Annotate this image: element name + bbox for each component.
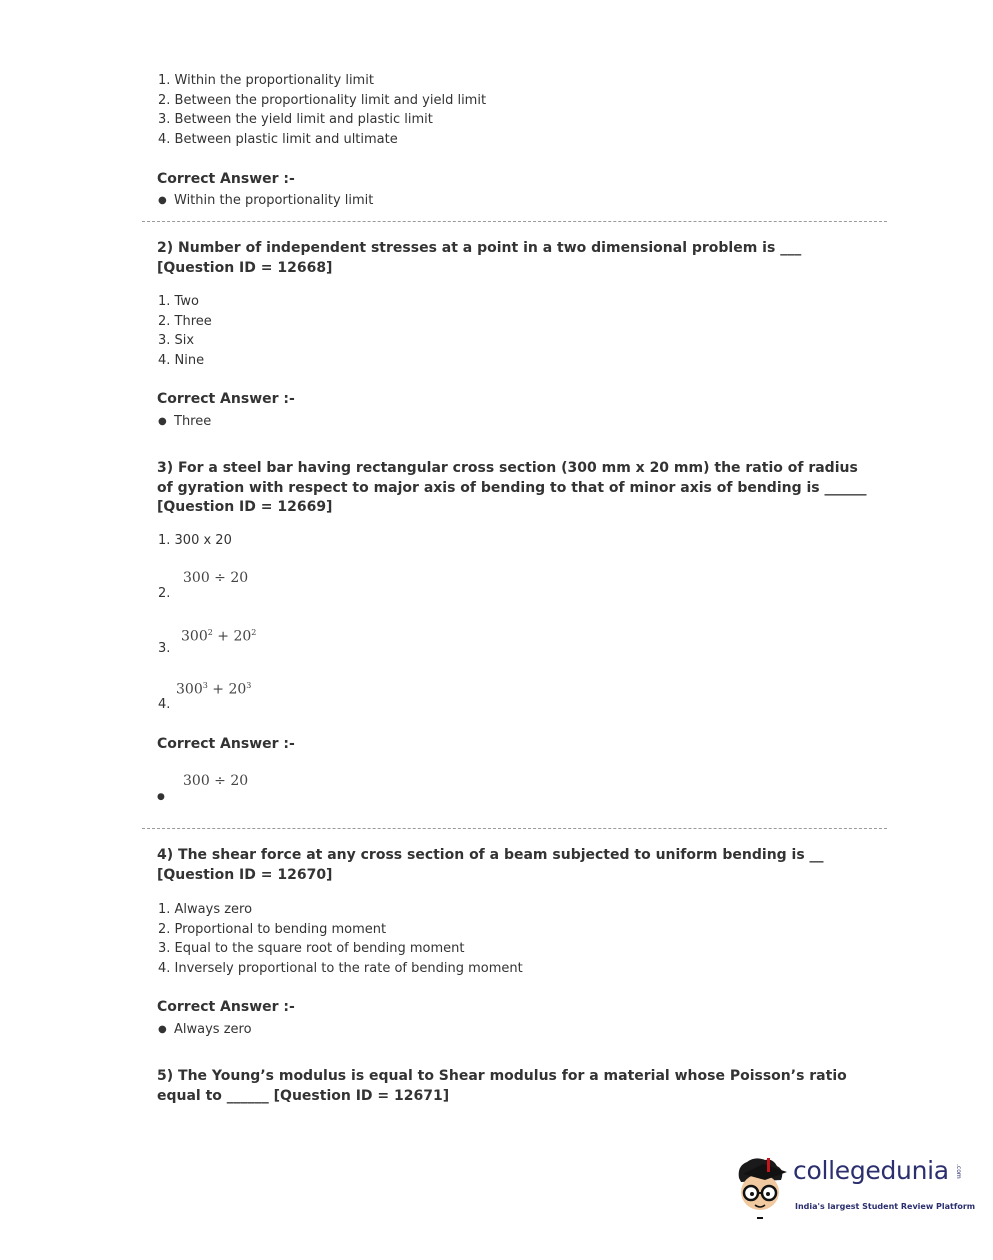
q4-correct-label: Correct Answer :- [157,999,295,1015]
q4-correct-value: Always zero [174,1022,252,1037]
q4-options [158,900,523,978]
q3-correct-label: Correct Answer :- [157,736,295,752]
bullet-icon: ● [158,416,167,427]
logo-domain: .com [955,1164,962,1179]
q3-correct-math: 300 ÷ 20 [183,773,249,789]
q5-text: 5) The Young’s modulus is equal to Shear modulus for a material whose Poisson’s ratio equal to ______ [Question ID = 12671] [157,1068,847,1104]
q3-option-3-exp-b: 2 [251,628,257,637]
q3-option-3-term-b: + 20 [217,628,252,645]
q1-option-1: 1. Within the proportionality limit [158,73,374,88]
q2-option-3: 3. Six [158,333,195,349]
mascot-icon [733,1152,791,1224]
q2-correct-label: Correct Answer :- [157,391,295,407]
collegedunia-logo[interactable] [733,1152,976,1224]
q2-option-1: 1. Two [158,294,199,309]
q1-option-3: 3. Between the yield limit and plastic limit [158,112,433,128]
q3-text: 3) For a steel bar having rectangular cross section (300 mm x 20 mm) the ratio of radius of gyration with respect to major axis of bending to that of minor axis of bending is ______ [Question ID = 12669] [157,460,867,516]
q2-correct-value: Three [174,414,212,429]
q4-option-3: 3. Equal to the square root of bending moment [158,941,465,957]
q3-option-3-math [181,628,256,645]
bullet-icon: ● [157,792,165,802]
section-divider [142,828,887,829]
q2-text: 2) Number of independent stresses at a point in a two dimensional problem is ___ [Question ID = 12668] [157,240,802,276]
q4-option-1: 1. Always zero [158,902,253,917]
q1-correct-value: Within the proportionality limit [174,193,374,208]
q3-option-2-math: 300 ÷ 20 [183,570,249,586]
q3-option-4-math [176,681,251,698]
logo-wordmark: collegedunia [793,1156,949,1185]
q3-option-4-term-b: + 20 [212,681,247,698]
q4-option-2: 2. Proportional to bending moment [158,921,387,937]
logo-tagline: India's largest Student Review Platform [795,1202,976,1211]
q4-correct-answer [158,1022,252,1037]
bullet-icon: ● [158,195,167,206]
q3-option-3-number: 3. [158,641,171,656]
q2-option-2: 2. Three [158,313,212,329]
q1-correct-answer [158,193,373,208]
q1-options [158,71,486,149]
q3-option-4-number: 4. [158,697,171,712]
q1-option-4: 4. Between plastic limit and ultimate [158,131,398,147]
q3-option-2-number: 2. [158,586,171,601]
section-divider [142,221,887,222]
q4-text: 4) The shear force at any cross section of a beam subjected to uniform bending is __ [Question ID = 12670] [157,847,824,883]
q2-options [158,292,212,370]
q3-option-1: 1. 300 x 20 [158,533,232,548]
q3-option-4-term-a: 300 [176,681,203,698]
q3-option-3-exp-a: 2 [207,628,213,637]
q2-correct-answer [158,414,211,429]
q3-option-3-term-a: 300 [181,628,208,645]
q4-option-4: 4. Inversely proportional to the rate of bending moment [158,960,523,976]
bullet-icon: ● [158,1024,167,1035]
q2-option-4: 4. Nine [158,352,205,368]
q1-option-2: 2. Between the proportionality limit and yield limit [158,92,487,108]
q3-option-4-exp-a: 3 [202,681,208,690]
q1-correct-label: Correct Answer :- [157,171,295,187]
q3-option-4-exp-b: 3 [246,681,252,690]
